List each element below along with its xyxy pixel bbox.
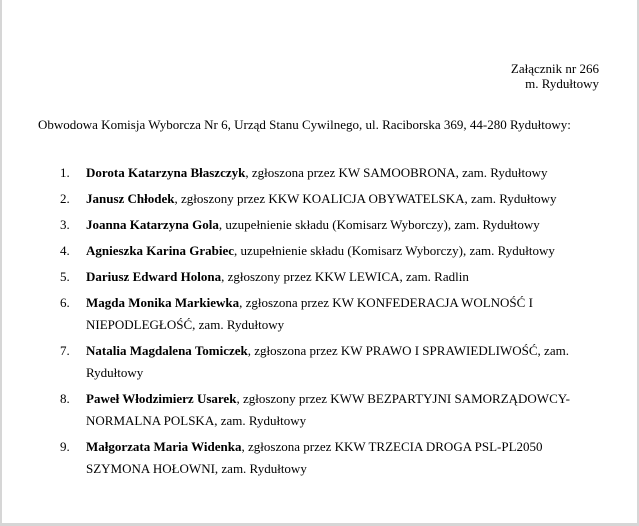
member-number: 4. bbox=[60, 243, 70, 258]
member-list bbox=[60, 162, 597, 480]
member-name: Magda Monika Markiewka bbox=[86, 295, 240, 310]
member-name: Joanna Katarzyna Gola bbox=[86, 217, 219, 232]
list-item bbox=[60, 266, 597, 288]
member-name: Natalia Magdalena Tomiczek bbox=[86, 343, 248, 358]
member-number: 3. bbox=[60, 217, 70, 232]
member-number: 2. bbox=[60, 191, 70, 206]
member-details: , zgłoszona przez KKW TRZECIA DROGA PSL-PL2050 SZYMONA HOŁOWNI, zam. Rydułtowy bbox=[86, 439, 543, 476]
commission-heading: Obwodowa Komisja Wyborcza Nr 6, Urząd Stanu Cywilnego, ul. Raciborska 369, 44-280 Rydułtowy: bbox=[38, 117, 571, 132]
list-item bbox=[60, 436, 597, 480]
member-number: 8. bbox=[60, 391, 70, 406]
member-number: 6. bbox=[60, 295, 70, 310]
member-number: 9. bbox=[60, 439, 70, 454]
member-name: Dorota Katarzyna Błaszczyk bbox=[86, 165, 246, 180]
member-details: , zgłoszony przez KKW LEWICA, zam. Radlin bbox=[221, 269, 469, 284]
member-name: Janusz Chłodek bbox=[86, 191, 175, 206]
list-item bbox=[60, 214, 597, 236]
member-name: Agnieszka Karina Grabiec bbox=[86, 243, 235, 258]
member-details: , zgłoszona przez KW PRAWO I SPRAWIEDLIWOŚĆ, zam. Rydułtowy bbox=[86, 343, 569, 380]
member-details: , uzupełnienie składu (Komisarz Wyborczy), zam. Rydułtowy bbox=[218, 217, 540, 232]
member-details: , uzupełnienie składu (Komisarz Wyborczy), zam. Rydułtowy bbox=[234, 243, 555, 258]
list-item bbox=[60, 292, 597, 336]
member-details: , zgłoszona przez KW KONFEDERACJA WOLNOŚĆ I NIEPODLEGŁOŚĆ, zam. Rydułtowy bbox=[86, 295, 533, 332]
attachment-city: m. Rydułtowy bbox=[525, 76, 599, 91]
member-name: Dariusz Edward Holona bbox=[86, 269, 222, 284]
list-item bbox=[60, 188, 597, 210]
member-name: Małgorzata Maria Widenka bbox=[86, 439, 242, 454]
member-number: 5. bbox=[60, 269, 70, 284]
member-name: Paweł Włodzimierz Usarek bbox=[86, 391, 237, 406]
member-details: , zgłoszona przez KW SAMOOBRONA, zam. Rydułtowy bbox=[245, 165, 548, 180]
list-item bbox=[60, 162, 597, 184]
member-details: , zgłoszony przez KWW BEZPARTYJNI SAMORZĄDOWCY-NORMALNA POLSKA, zam. Rydułtowy bbox=[86, 391, 571, 428]
member-details: , zgłoszony przez KKW KOALICJA OBYWATELSKA, zam. Rydułtowy bbox=[174, 191, 557, 206]
list-item bbox=[60, 340, 597, 384]
list-item bbox=[60, 240, 597, 262]
member-number: 7. bbox=[60, 343, 70, 358]
attachment-number: Załącznik nr 266 bbox=[510, 61, 599, 76]
attachment-block bbox=[2, 61, 599, 91]
member-number: 1. bbox=[60, 165, 70, 180]
list-item bbox=[60, 388, 597, 432]
